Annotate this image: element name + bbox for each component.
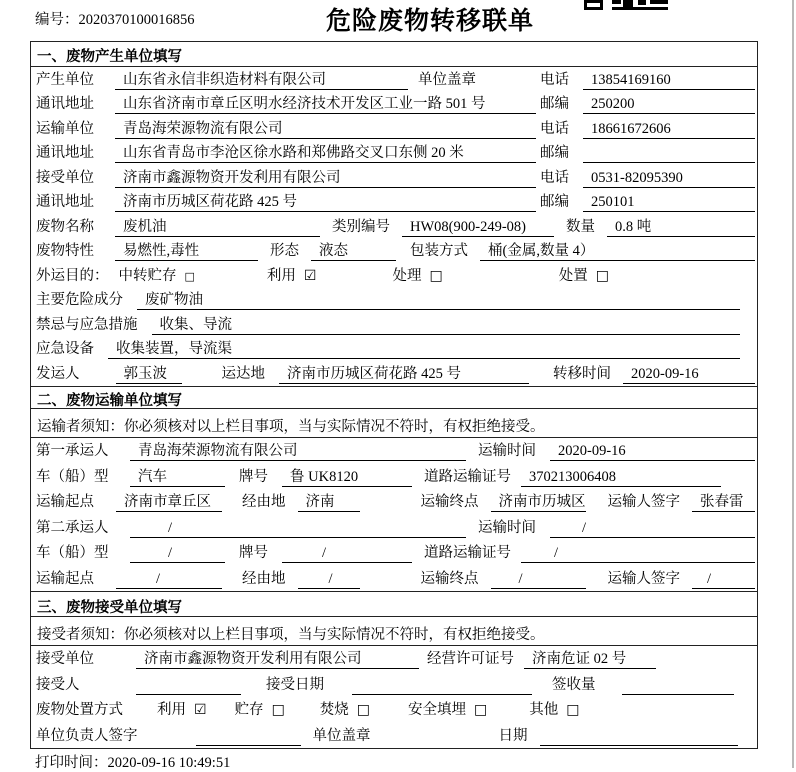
operating-license-label: 经营许可证号	[427, 651, 514, 667]
waste-traits-value: 易燃性,毒性	[115, 242, 258, 261]
disposal-option-landfill: 安全填埋 □	[408, 702, 488, 718]
route-end-value: /	[491, 570, 586, 589]
serial-value: 2020370100016856	[78, 12, 195, 28]
checkbox-unchecked-icon: □	[595, 267, 609, 284]
print-time	[35, 751, 230, 772]
disposal-option-store: 贮存 □	[234, 702, 285, 718]
producer-row	[31, 67, 757, 92]
disposal-option-other: 其他 □	[529, 702, 580, 718]
purpose-option-dispose: 处置 □	[558, 267, 609, 284]
transport-time-value: /	[550, 519, 755, 538]
first-carrier-value: 青岛海荣源物流有限公司	[130, 442, 466, 461]
route-start-label: 运输起点	[36, 494, 94, 510]
receiver-zip: 250101	[583, 193, 755, 212]
date-value	[540, 727, 739, 746]
phone-label: 电话	[540, 120, 569, 137]
operating-license-value: 济南危证 02 号	[524, 650, 656, 669]
purpose-label: 外运目的：	[36, 267, 109, 284]
carrier-sign-value: /	[692, 570, 755, 589]
transporter-address-row	[31, 141, 757, 166]
address-label: 通讯地址	[36, 145, 94, 161]
unit-seal-label: 单位盖章	[418, 71, 476, 88]
route-start-label: 运输起点	[36, 570, 94, 587]
packing-value: 桶(金属,数量 4）	[480, 242, 755, 261]
accept-date-value	[352, 676, 532, 695]
transporter-zip	[583, 144, 755, 163]
route-start-value: 济南市章丘区	[116, 493, 222, 512]
dispatch-row	[31, 361, 757, 386]
first-carrier-row	[31, 438, 757, 464]
second-carrier-value: /	[130, 519, 466, 538]
disposal-option-incinerate: 焚烧 □	[319, 702, 371, 718]
zip-label: 邮编	[540, 96, 569, 112]
transporter-notice: 运输者须知：你必须核对以上栏目事项，当与实际情况不符时，有权拒绝接受。	[31, 409, 757, 438]
plate-label: 牌号	[239, 468, 268, 485]
vehicle-row-2	[31, 540, 757, 566]
route-via-label: 经由地	[242, 570, 286, 587]
road-license-value: /	[521, 544, 755, 563]
transporter-row	[31, 116, 757, 141]
section3-title: 三、废物接受单位填写	[31, 591, 757, 617]
vehicle-type-label: 车（船）型	[36, 468, 109, 485]
serial-number	[35, 8, 195, 29]
date-label: 日期	[498, 727, 528, 744]
dispatcher-value: 郭玉波	[116, 365, 182, 384]
accepting-unit-label: 接受单位	[36, 651, 94, 667]
waste-name-label: 废物名称	[36, 218, 94, 235]
responsible-sign-label: 单位负责人签字	[36, 727, 138, 744]
vehicle-type-value: 汽车	[130, 468, 225, 487]
route-end-value: 济南市历城区	[491, 493, 586, 512]
producer-value: 山东省永信非织造材料有限公司	[115, 71, 408, 90]
receiver-label: 接受单位	[36, 169, 94, 186]
page-right-edge	[792, 0, 794, 768]
plate-value: 鲁 UK8120	[282, 468, 412, 487]
disposal-option-use: 利用 ☑	[157, 702, 207, 718]
receiver-phone: 0531-82095390	[583, 169, 755, 188]
vehicle-type-value: /	[130, 544, 225, 563]
route-end-label: 运输终点	[420, 494, 479, 510]
road-license-value: 370213006408	[521, 468, 721, 487]
road-license-label: 道路运输证号	[424, 468, 511, 485]
vehicle-type-label: 车（船）型	[36, 545, 109, 561]
route-via-label: 经由地	[242, 494, 286, 510]
emergency-equipment-label: 应急设备	[36, 341, 94, 357]
transport-time-label: 运输时间	[478, 443, 536, 459]
accept-date-label: 接受日期	[266, 676, 324, 693]
acceptor-row	[31, 671, 757, 697]
transporter-address-value: 山东省青岛市李沧区徐水路和郑佛路交叉口东侧 20 米	[115, 144, 536, 163]
route-row-1	[31, 489, 757, 515]
received-qty-label: 签收量	[552, 676, 596, 693]
phone-label: 电话	[540, 169, 569, 186]
producer-phone: 13854169160	[583, 71, 755, 90]
vehicle-row-1	[31, 463, 757, 489]
checkbox-unchecked-icon: □	[429, 267, 443, 284]
waste-traits-row	[31, 239, 757, 264]
zip-label: 邮编	[540, 145, 569, 161]
receiver-value: 济南市鑫源物资开发利用有限公司	[115, 169, 536, 188]
print-time-label: 打印时间：	[35, 755, 108, 771]
producer-address-value: 山东省济南市章丘区明水经济技术开发区工业一路 501 号	[115, 95, 536, 114]
emergency-measures-label: 禁忌与应急措施	[36, 316, 138, 333]
waste-name-row	[31, 214, 757, 239]
packing-label: 包装方式	[410, 243, 468, 259]
received-qty-value	[622, 676, 734, 695]
category-value: HW08(900-249-08)	[402, 218, 554, 237]
producer-zip: 250200	[583, 95, 755, 114]
phone-label: 电话	[540, 71, 569, 88]
route-row-2	[31, 565, 757, 591]
hazard-value: 废矿物油	[137, 291, 740, 310]
route-via-value: 济南	[298, 493, 360, 512]
waste-traits-label: 废物特性	[36, 243, 94, 259]
print-time-value: 2020-09-16 10:49:51	[107, 755, 231, 771]
transporter-phone: 18661672606	[583, 120, 755, 139]
form-value: 液态	[311, 242, 396, 261]
dispatcher-label: 发运人	[36, 365, 80, 382]
manifest-form	[30, 41, 758, 749]
second-carrier-label: 第二承运人	[36, 519, 109, 536]
checkbox-unchecked-icon: □	[356, 702, 371, 718]
category-label: 类别编号	[332, 218, 390, 235]
plate-value: /	[282, 544, 412, 563]
carrier-sign-label: 运输人签字	[607, 570, 680, 587]
transport-time-value: 2020-09-16	[550, 442, 755, 461]
transfer-time-value: 2020-09-16	[623, 365, 755, 384]
receiver-address-row	[31, 190, 757, 215]
acceptor-label: 接受人	[36, 676, 80, 693]
checkbox-checked-icon: ☑	[194, 702, 207, 718]
serial-label: 编号：	[35, 12, 79, 28]
road-license-label: 道路运输证号	[424, 545, 511, 561]
unit-seal-label: 单位盖章	[312, 727, 371, 744]
qr-code-icon	[584, 0, 670, 11]
waste-name-value: 废机油	[115, 218, 320, 237]
transporter-value: 青岛海荣源物流有限公司	[115, 120, 536, 139]
transport-time-label: 运输时间	[478, 519, 536, 536]
receiver-address-value: 济南市历城区荷花路 425 号	[115, 193, 536, 212]
accepting-unit-value: 济南市鑫源物资开发利用有限公司	[136, 650, 419, 669]
receiver-row	[31, 165, 757, 190]
emergency-measures-value: 收集、导流	[152, 316, 741, 335]
transfer-time-label: 转移时间	[553, 365, 611, 382]
receiver-notice: 接受者须知：你必须核对以上栏目事项，当与实际情况不符时，有权拒绝接受。	[31, 617, 757, 646]
producer-label: 产生单位	[36, 71, 94, 88]
address-label: 通讯地址	[36, 194, 94, 210]
quantity-label: 数量	[566, 218, 595, 235]
quantity-value: 0.8 吨	[607, 218, 755, 237]
section2-title: 二、废物运输单位填写	[31, 386, 757, 409]
checkbox-unchecked-icon: □	[271, 702, 285, 718]
disposal-method-label: 废物处置方式	[36, 702, 123, 718]
carrier-sign-value: 张春雷	[692, 493, 755, 512]
checkbox-checked-icon: ☑	[303, 267, 317, 284]
checkbox-unchecked-icon: □	[184, 269, 195, 283]
hazard-label: 主要危险成分	[36, 292, 123, 308]
emergency-equipment-value: 收集装置，导流渠	[108, 340, 740, 359]
first-carrier-label: 第一承运人	[36, 443, 109, 459]
hazard-row	[31, 288, 757, 313]
accepting-unit-row	[31, 646, 757, 672]
disposal-method-row	[31, 697, 757, 723]
destination-label: 运达地	[221, 365, 265, 382]
purpose-option-storage: 中转贮存 □	[118, 267, 195, 284]
responsible-signature-row	[31, 722, 757, 748]
section1-title: 一、废物产生单位填写	[31, 42, 757, 67]
checkbox-unchecked-icon: □	[566, 702, 580, 718]
destination-value: 济南市历城区荷花路 425 号	[279, 365, 529, 384]
transporter-label: 运输单位	[36, 120, 94, 137]
purpose-option-use: 利用 ☑	[266, 267, 317, 284]
producer-address-row	[31, 92, 757, 117]
form-label: 形态	[270, 243, 299, 259]
route-via-value: /	[298, 570, 360, 589]
second-carrier-row	[31, 514, 757, 540]
acceptor-value	[136, 676, 241, 695]
route-end-label: 运输终点	[420, 570, 479, 587]
transfer-purpose-row	[31, 263, 757, 288]
responsible-sign-value	[196, 727, 301, 746]
plate-label: 牌号	[239, 545, 268, 561]
checkbox-unchecked-icon: □	[474, 702, 488, 718]
zip-label: 邮编	[540, 194, 569, 210]
route-start-value: /	[116, 570, 222, 589]
page-title: 危险废物转移联单	[326, 7, 535, 35]
carrier-sign-label: 运输人签字	[607, 494, 680, 510]
purpose-option-treat: 处理 □	[392, 267, 443, 284]
emergency-measures-row	[31, 312, 757, 337]
emergency-equipment-row	[31, 337, 757, 362]
address-label: 通讯地址	[36, 96, 94, 112]
